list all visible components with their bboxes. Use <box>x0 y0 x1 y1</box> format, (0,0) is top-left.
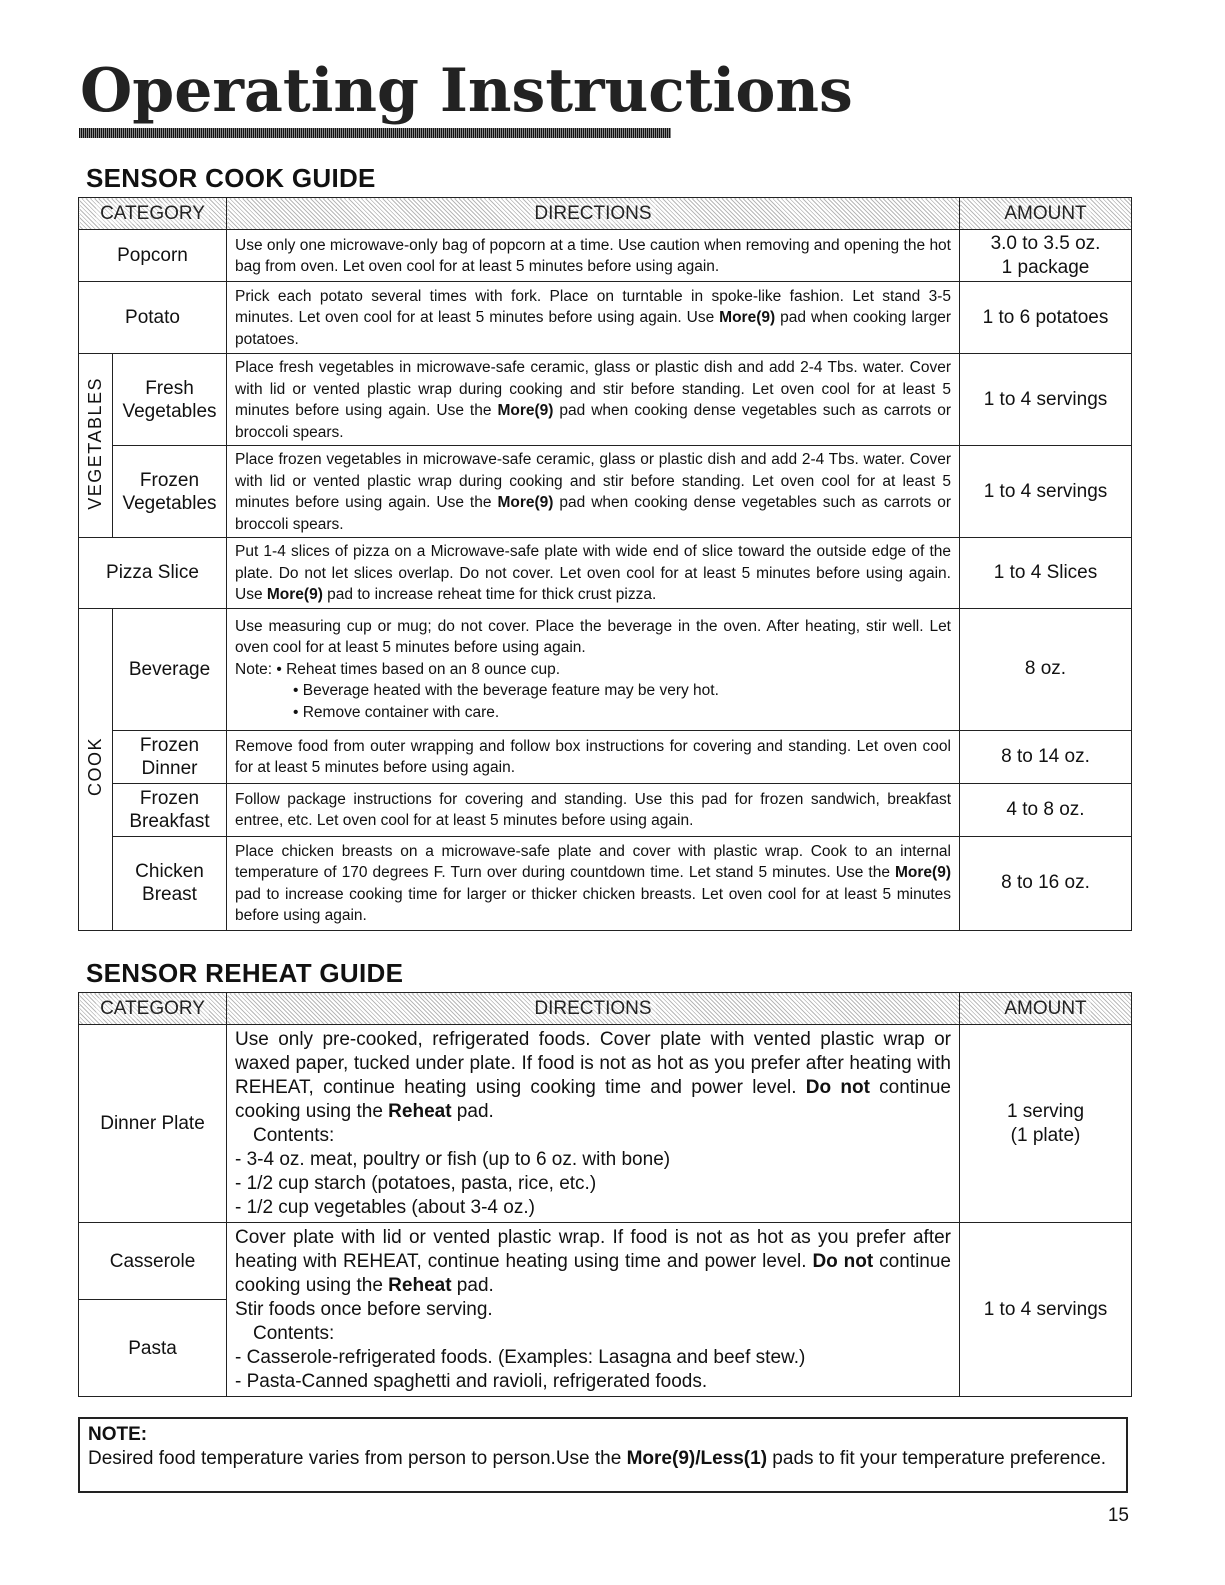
beverage-note-1: Note: • Reheat times based on an 8 ounce cup. <box>235 660 561 678</box>
note-label: NOTE: <box>88 1424 148 1445</box>
table-row <box>79 230 1132 282</box>
directions-cell: Use only pre-cooked, refrigerated foods. Cover plate with vented plastic wrap or waxed paper, tucked under plate. If food is not as hot as you prefer after heating with REHEAT, continue heating using cooking time and power level. Do not continue cooking using the Reheat pad. Contents: - 3-4 oz. meat, poultry or fish (up to 6 oz. with bone) - 1/2 cup starch (potatoes, pasta, rice, etc.) - 1/2 cup vegetables (about 3-4 oz.) <box>227 1025 960 1223</box>
category-cell: Frozen Dinner <box>113 730 227 783</box>
table-header <box>79 993 1132 1025</box>
directions-cell: Place chicken breasts on a microwave-safe plate and cover with plastic wrap. Cook to an internal temperature of 170 degrees F. Turn over during countdown time. Let stand 5 minutes. Use the More(9) pad to increase cooking time for larger or thicker chicken breasts. Let oven cool for at least 5 minutes before using again. <box>227 836 960 930</box>
directions-cell: Cover plate with lid or vented plastic wrap. If food is not as hot as you prefer after heating with REHEAT, continue heating using time and power level. Do not continue cooking using the Reheat pad. Stir foods once before serving. Contents: - Casserole-refrigerated foods. (Examples: Lasagna and beef stew.) - Pasta-Canned spaghetti and ravioli, refrigerated foods. <box>227 1223 960 1397</box>
category-header: CATEGORY <box>79 993 227 1025</box>
directions-cell: Put 1-4 slices of pizza on a Microwave-safe plate with wide end of slice toward the outside edge of the plate. Do not let slices overlap. Do not cover. Let oven cool for at least 5 minutes before using again. Use More(9) pad to increase reheat time for thick crust pizza. <box>227 538 960 609</box>
table-row <box>79 538 1132 609</box>
directions-cell: Place fresh vegetables in microwave-safe ceramic, glass or plastic dish and add 2-4 Tbs. water. Cover with lid or vented plastic wrap during cooking and stir before standing. Let oven cool for at least 5 minutes before using again. Use the More(9) pad when cooking dense vegetables such as carrots or broccoli spears. <box>227 354 960 446</box>
category-cell: Pizza Slice <box>79 538 227 609</box>
amount-cell: 1 to 4 servings <box>960 1223 1132 1397</box>
category-cell: Casserole <box>79 1223 227 1300</box>
category-cell: Fresh Vegetables <box>113 354 227 446</box>
table-row <box>79 783 1132 836</box>
page-number: 15 <box>1107 1505 1129 1526</box>
directions-cell: Place frozen vegetables in microwave-safe ceramic, glass or plastic dish and add 2-4 Tbs. water. Cover with lid or vented plastic wrap during cooking and stir before standing. Let oven cool for at least 5 minutes before using again. Use the More(9) pad when cooking dense vegetables such as carrots or broccoli spears. <box>227 446 960 538</box>
amount-cell: 1 serving (1 plate) <box>960 1025 1132 1223</box>
amount-header: AMOUNT <box>960 993 1132 1025</box>
amount-cell: 1 to 4 servings <box>960 354 1132 446</box>
category-cell: Dinner Plate <box>79 1025 227 1223</box>
directions-cell: Use only one microwave-only bag of popcorn at a time. Use caution when removing and opening the hot bag from oven. Let oven cool for at least 5 minutes before using again. <box>227 230 960 282</box>
table-row <box>79 1025 1132 1223</box>
table-header <box>79 198 1132 230</box>
amount-cell: 8 to 16 oz. <box>960 836 1132 930</box>
amount-header: AMOUNT <box>960 198 1132 230</box>
sensor-cook-guide-title: SENSOR COOK GUIDE <box>86 163 376 193</box>
category-cell: Beverage <box>113 608 227 730</box>
cook-group-label: COOK <box>79 608 113 930</box>
table-row <box>79 608 1132 730</box>
vegetables-group-label: VEGETABLES <box>79 354 113 538</box>
category-cell: Pasta <box>79 1300 227 1397</box>
sensor-reheat-guide-table <box>78 992 1132 1397</box>
directions-cell: Use measuring cup or mug; do not cover. Place the beverage in the oven. After heating, stir well. Let oven cool for at least 5 minutes before using again. Note: • Reheat times based on an 8 ounce cup. • Beverage heated with the beverage feature may be very hot. • Remove container with care. <box>227 608 960 730</box>
category-cell: Chicken Breast <box>113 836 227 930</box>
directions-header: DIRECTIONS <box>227 993 960 1025</box>
amount-cell: 8 oz. <box>960 608 1132 730</box>
table-row <box>79 282 1132 354</box>
amount-cell: 4 to 8 oz. <box>960 783 1132 836</box>
amount-cell: 1 to 4 servings <box>960 446 1132 538</box>
beverage-note-3: • Remove container with care. <box>293 703 500 721</box>
table-row <box>79 354 1132 446</box>
category-cell: Frozen Breakfast <box>113 783 227 836</box>
table-row <box>79 1223 1132 1300</box>
category-cell: Potato <box>79 282 227 354</box>
title-underline <box>79 128 671 138</box>
amount-cell: 1 to 4 Slices <box>960 538 1132 609</box>
category-cell: Frozen Vegetables <box>113 446 227 538</box>
directions-cell: Follow package instructions for covering and standing. Use this pad for frozen sandwich, breakfast entree, etc. Let oven cool for at least 5 minutes before using again. <box>227 783 960 836</box>
directions-header: DIRECTIONS <box>227 198 960 230</box>
category-cell: Popcorn <box>79 230 227 282</box>
sensor-cook-guide-table <box>78 197 1132 931</box>
amount-cell: 8 to 14 oz. <box>960 730 1132 783</box>
amount-cell: 3.0 to 3.5 oz. 1 package <box>960 230 1132 282</box>
beverage-note-2: • Beverage heated with the beverage feature may be very hot. <box>293 682 719 700</box>
note-box <box>78 1417 1128 1493</box>
sensor-reheat-guide-title: SENSOR REHEAT GUIDE <box>86 958 404 988</box>
note-text: Desired food temperature varies from person to person.Use the More(9)/Less(1) pads to fit your temperature preference. <box>88 1448 1107 1469</box>
directions-cell: Prick each potato several times with fork. Place on turntable in spoke-like fashion. Let stand 3-5 minutes. Let oven cool for at least 5 minutes before using again. Use More(9) pad when cooking larger potatoes. <box>227 282 960 354</box>
table-row <box>79 730 1132 783</box>
table-row <box>79 836 1132 930</box>
amount-cell: 1 to 6 potatoes <box>960 282 1132 354</box>
directions-cell: Remove food from outer wrapping and follow box instructions for covering and standing. Let oven cool for at least 5 minutes before using again. <box>227 730 960 783</box>
table-row <box>79 446 1132 538</box>
category-header: CATEGORY <box>79 198 227 230</box>
page-title: Operating Instructions <box>80 56 853 126</box>
